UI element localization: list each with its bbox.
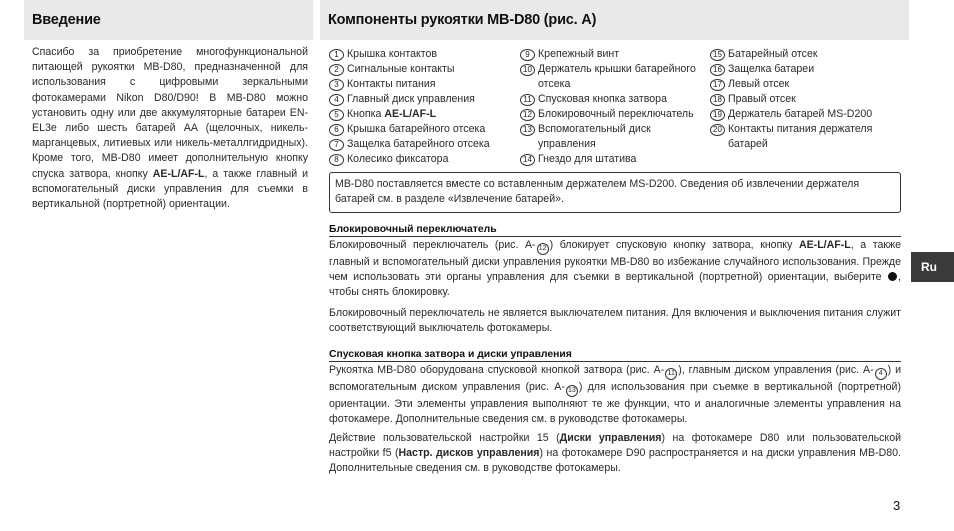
component-label: Батарейный отсек [728,48,818,60]
component-label: Спусковая кнопка затвора [538,93,667,105]
callout-number: 9 [520,49,535,61]
component-label: Контакты питания держателя батарей [728,123,873,150]
language-tab: Ru [911,252,954,282]
component-label: Защелка батарейного отсека [347,138,490,150]
callout-number: 4 [329,94,344,106]
component-label: Вспомогательный диск управления [538,123,651,150]
text-run: ) для использования при съемке в вертикальной (портретной) ориентации. Эти элементы управления выполняют те же функции, что и аналогичные элементы управления на фотокамере. Дополнительные сведения см. в руководстве фотокамеры. [329,381,902,426]
lock-switch-paragraph-2: Блокировочный переключатель не является выключателем питания. Для включения и выключения питания служит соответствующий выключатель фотокамеры. [329,307,901,335]
menu-name: Диски управления [559,432,662,444]
lock-switch-heading: Блокировочный переключатель [329,223,901,237]
callout-number: 12 [537,243,549,255]
list-item [710,92,900,107]
list-item [520,92,705,107]
component-label-button: AE-L/AF-L [384,108,437,120]
list-item [329,92,509,107]
note-box: MB-D80 поставляется вместе со вставленным держателем MS-D200. Сведения об извлечении держателя батарей см. в разделе «Извлечение батарей». [329,172,901,213]
callout-number: 12 [520,109,535,121]
component-list-col-3 [710,47,900,152]
callout-number: 13 [520,124,535,136]
text-run: Действие пользовательской настройки 15 ( [329,432,560,444]
component-label: Защелка батареи [728,63,815,75]
callout-number: 1 [329,49,344,61]
components-title: Компоненты рукоятки MB-D80 (рис. A) [328,12,597,28]
list-item [520,107,705,122]
unlock-dot-icon [888,272,897,281]
text-run: ) блокирует спусковую кнопку затвора, кнопку [549,239,799,251]
text-run: ) на фотокамере D80 или пользовательской настройки f5 ( [329,432,901,460]
list-item [329,47,509,62]
callout-number: 15 [710,49,725,61]
shutter-heading: Спусковая кнопка затвора и диски управления [329,348,901,362]
ael-button-label: AE-L/AF-L [798,239,851,251]
component-label: Колесико фиксатора [347,153,449,165]
callout-number: 6 [329,124,344,136]
page-number: 3 [893,498,901,513]
intro-text-2: , а также главный и вспомогательный диски управления для съемки в вертикальной (портретной) ориентации. [32,167,308,211]
component-label: Крышка контактов [347,48,438,60]
text-run: ) на фотокамере D90 распространяется и на диски управления MB-D80. Дополнительные сведения см. в руководстве фотокамеры. [329,447,901,475]
component-label: Крепежный винт [538,48,620,60]
components-header [320,0,909,40]
intro-paragraph [32,45,308,212]
callout-number: 11 [665,368,677,380]
text-run: Блокировочный переключатель (рис. A- [329,239,536,251]
component-label: Блокировочный переключатель [538,108,694,120]
menu-name: Настр. дисков управления [398,447,540,460]
list-item [329,107,509,122]
callout-number: 19 [710,109,725,121]
component-label: Держатель батарей MS-D200 [728,108,873,120]
callout-number: 8 [329,154,344,166]
component-label: Сигнальные контакты [347,63,455,75]
list-item [520,62,705,92]
component-list-col-2 [520,47,705,167]
component-label: Правый отсек [728,93,796,105]
component-label: Гнездо для штатива [538,153,637,165]
callout-number: 20 [710,124,725,136]
text-run: ) и вспомогательным диском управления (рис. A- [329,364,901,393]
callout-number: 17 [710,79,725,91]
component-label: Контакты питания [347,78,436,90]
text-run: ), главным диском управления (рис. A- [678,364,874,376]
list-item [329,137,509,152]
callout-number: 16 [710,64,725,76]
callout-number: 5 [329,109,344,121]
intro-text-1: Спасибо за приобретение многофункциональной питающей рукоятки MB-D80, предназначенной для использования с цифровыми зеркальными фотокамерами Nikon D80/D90! В MB-D80 можно установить одну или две аккумуляторные батареи EN-EL3e либо шесть батарей AA (щелочных, никель-марганцевых, литиевых или никель-металлгидридных). Кроме того, MB-D80 имеет дополнительную кнопку спуска затвора, кнопку [32,46,308,180]
list-item [520,47,705,62]
list-item [710,62,900,77]
component-label-prefix: Кнопка [347,108,385,120]
text-run: , а также главный и вспомогательный диски управления рукоятки MB-D80 во избежание случайного использования. Прежде чем использовать эти органы управления для съемки в вертикальной (портретной) ориентации, выберите [329,239,901,284]
shutter-paragraph-1 [329,363,901,427]
list-item [329,122,509,137]
list-item [520,122,705,152]
callout-number: 7 [329,139,344,151]
component-label [347,107,509,122]
text-run: , чтобы снять блокировку. [329,271,901,299]
shutter-paragraph-2 [329,431,901,476]
callout-number: 14 [520,154,535,166]
intro-ael-button-label: AE-L/AF-L [152,167,205,180]
list-item [329,77,509,92]
list-item [710,47,900,62]
list-item [329,62,509,77]
callout-number: 2 [329,64,344,76]
list-item [710,122,900,152]
component-label: Главный диск управления [347,93,475,105]
callout-number: 10 [520,64,535,76]
intro-title: Введение [32,12,101,28]
lock-switch-paragraph-1 [329,238,901,300]
callout-number: 18 [710,94,725,106]
list-item [520,152,705,167]
text-run: Рукоятка MB-D80 оборудована спусковой кнопкой затвора (рис. A- [329,364,665,376]
component-label: Держатель крышки батарейного отсека [538,63,696,90]
intro-header [24,0,313,40]
callout-number: 11 [520,94,535,106]
component-list-col-1 [329,47,509,167]
list-item [710,77,900,92]
list-item [329,152,509,167]
callout-number: 13 [566,385,578,397]
callout-number: 4 [875,368,887,380]
callout-number: 3 [329,79,344,91]
component-label: Крышка батарейного отсека [347,123,486,135]
list-item [710,107,900,122]
component-label: Левый отсек [728,78,790,90]
